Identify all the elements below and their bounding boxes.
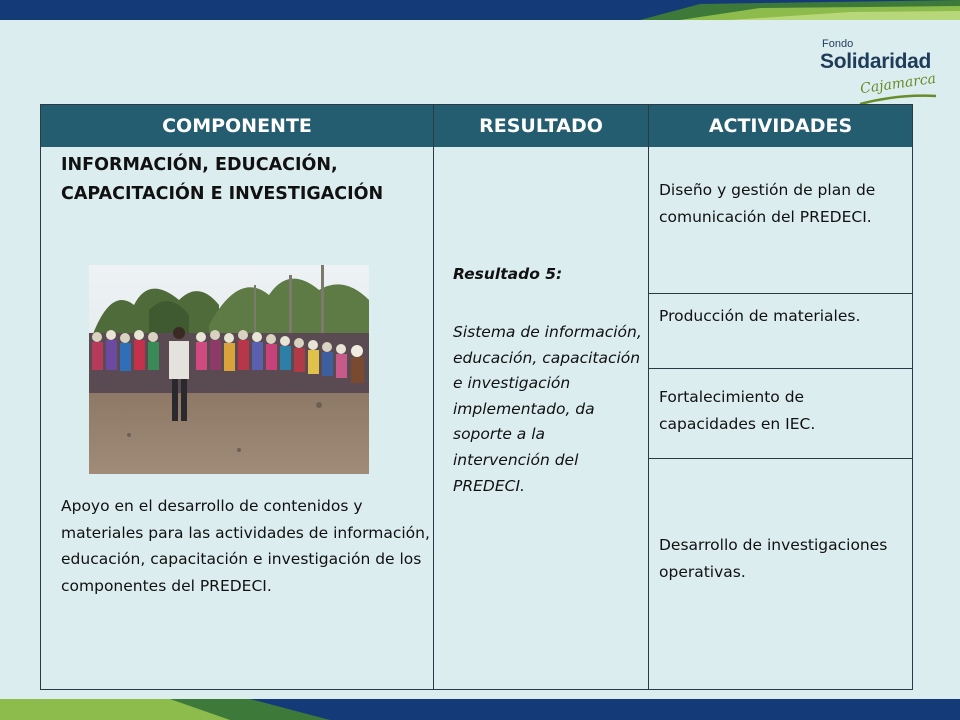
component-title-line: CAPACITACIÓN E INVESTIGACIÓN <box>61 184 384 204</box>
bottom-decorative-band <box>0 699 960 720</box>
result-body: Sistema de información, educación, capacitación e investigación implementado, da soporte a la intervención del PREDECI. <box>453 323 642 495</box>
component-description: Apoyo en el desarrollo de contenidos y materiales para las actividades de información, educación, capacitación e investigación de los componentes del PREDECI. <box>61 497 430 595</box>
header-resultado: RESULTADO <box>434 105 648 147</box>
logo-name-text: Solidaridad <box>820 50 932 73</box>
column-divider <box>648 105 649 689</box>
top-decorative-band <box>0 0 960 20</box>
solidaridad-logo <box>818 38 943 108</box>
row-divider <box>649 293 912 294</box>
logo-region-text: Cajamarca <box>859 70 937 98</box>
component-title <box>61 151 436 209</box>
community-meeting-photo <box>89 265 369 474</box>
logo-fondo-text: Fondo <box>822 38 854 50</box>
component-title-line: INFORMACIÓN, EDUCACIÓN, <box>61 155 338 175</box>
header-actividades: ACTIVIDADES <box>649 105 912 147</box>
header-componente: COMPONENTE <box>41 105 433 147</box>
row-divider <box>649 368 912 369</box>
row-divider <box>649 458 912 459</box>
activity-item: Desarrollo de investigaciones operativas. <box>659 536 888 581</box>
components-table <box>40 104 913 690</box>
activity-item: Diseño y gestión de plan de comunicación del PREDECI. <box>659 181 876 226</box>
activity-item: Producción de materiales. <box>659 307 861 325</box>
activity-item: Fortalecimiento de capacidades en IEC. <box>659 388 816 433</box>
result-heading: Resultado 5: <box>453 265 563 283</box>
